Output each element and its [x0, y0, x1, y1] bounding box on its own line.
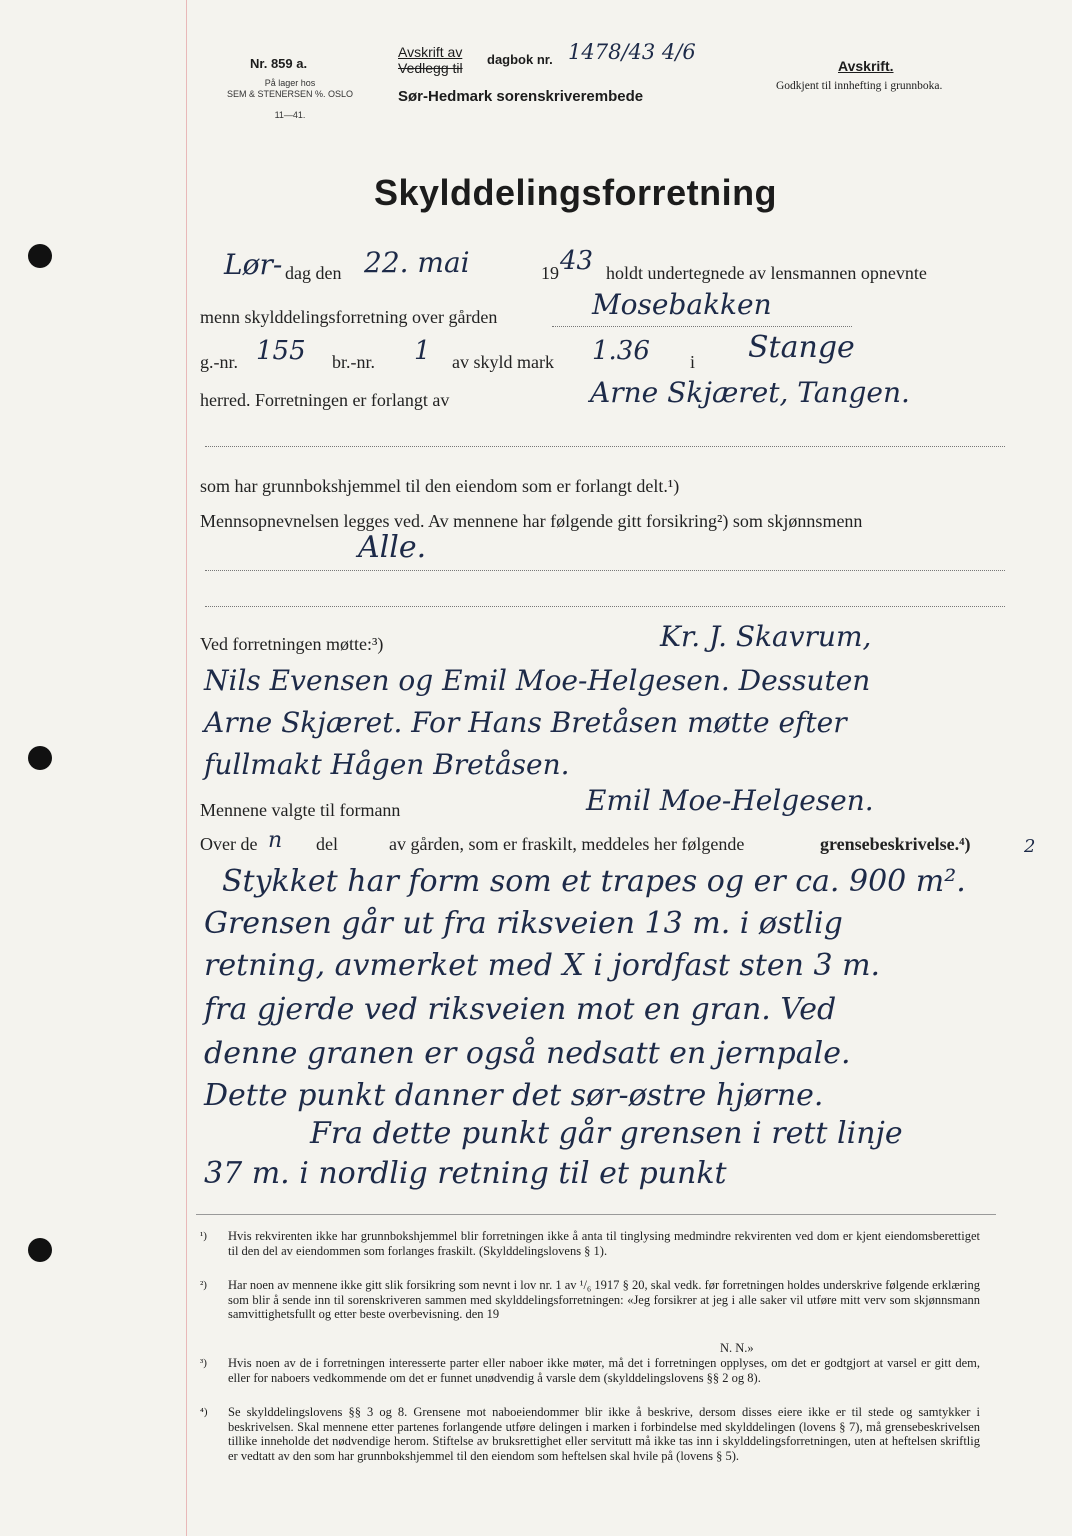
punch-hole-middle	[28, 746, 52, 770]
gnr-value: 155	[256, 336, 306, 366]
year-value: 43	[560, 246, 594, 276]
av-garden-text: av gården, som er fraskilt, meddeles her følgende	[389, 834, 745, 854]
menn-text: menn skylddelingsforretning over gården	[200, 307, 498, 327]
dag-den-label: dag den	[285, 263, 342, 283]
margin-rule	[186, 0, 187, 1536]
boundary-line-6: Dette punkt danner det sør-østre hjørne.	[204, 1078, 824, 1113]
right-title: Avskrift.	[838, 58, 894, 74]
i-label: i	[690, 352, 696, 372]
herred-text: herred. Forretningen er forlangt av	[200, 390, 450, 410]
boundary-line-3: retning, avmerket med X i jordfast sten 3 m.	[204, 948, 881, 983]
dagbok-label: dagbok nr.	[487, 52, 553, 67]
attended-line-1: Kr. J. Skavrum,	[660, 620, 872, 653]
attended-line-2: Nils Evensen og Emil Moe-Helgesen. Dessuten	[204, 664, 871, 697]
skyld-value: 1.36	[592, 336, 650, 366]
punch-hole-top	[28, 244, 52, 268]
copy-label-line-2: Vedlegg til	[398, 60, 463, 76]
date-value: 22. mai	[364, 246, 470, 279]
year-prefix: 19	[541, 263, 559, 283]
footnote-4-number: ⁴)	[200, 1406, 208, 1418]
formann-text: Mennene valgte til formann	[200, 800, 401, 820]
margin-note: 2	[1024, 836, 1036, 857]
page-title: Skylddelingsforretning	[374, 172, 778, 213]
holdt-text: holdt undertegnede av lensmannen opnevnte	[606, 263, 927, 283]
printer-info	[200, 78, 380, 121]
office-name: Sør-Hedmark sorenskriverembede	[398, 88, 644, 105]
alle-value: Alle.	[358, 530, 427, 565]
grense-label: grensebeskrivelse.⁴)	[820, 834, 971, 854]
herred-value: Stange	[748, 330, 855, 365]
attended-line-4: fullmakt Hågen Bretåsen.	[204, 748, 570, 781]
footnote-2-number: ²)	[200, 1279, 207, 1291]
farm-name: Mosebakken	[592, 288, 772, 321]
boundary-line-2: Grensen går ut fra riksveien 13 m. i østlig	[204, 906, 843, 941]
printer-line-2: SEM & STENERSEN %. OSLO	[226, 89, 354, 99]
requester-value: Arne Skjæret, Tangen.	[590, 376, 910, 409]
footnote-4: Se skylddelingslovens §§ 3 og 8. Grensene mot naboeiendommer blir ikke å beskrive, dersom disses eiere ikke er til stede og samtykker i beskrivelsen. Skal mennene etter partenes forlangende utføre delingen i marken i forbindelse med skylddelingen (lovens § 7), må grensebeskrivelsen tillike inneholde det nødvendige herom. Stiftelse av bruksrettighet eller servitutt må ikke tas inn i skylddelingsforretningen, uten at heftelsen skriftlig er vedtatt av den som har grunnbokshjemmel til den eiendom som heftelsen skal hvile på (lovens § 5).	[228, 1405, 980, 1463]
menns-text: Mennsopnevnelsen legges ved. Av mennene har følgende gitt forsikring²) som skjønnsmenn	[200, 511, 863, 531]
ved-text: Ved forretningen møtte:³)	[200, 634, 384, 654]
attended-line-3: Arne Skjæret. For Hans Bretåsen møtte efter	[204, 706, 847, 739]
boundary-line-4: fra gjerde ved riksveien mot en gran. Ved	[204, 992, 837, 1027]
footnote-1-number: ¹)	[200, 1230, 207, 1242]
form-number: Nr. 859 a.	[250, 56, 308, 71]
copy-label-line-1: Avskrift av	[398, 44, 463, 60]
footnote-2: Har noen av mennene ikke gitt slik forsikring som nevnt i lov nr. 1 av ¹/₆ 1917 § 20, skal vedk. før forretningen holdes underskrive følgende erklæring som blir å sende inn til sorenskriveren sammen med skylddelingsforretningen: «Jeg forsikrer at jeg i alle saker vil utføre mitt verv som skjønnsmann samvittighetsfullt og etter beste overbevisning. den 19	[228, 1278, 980, 1321]
footnote-3: Hvis noen av de i forretningen interesserte parter eller naboer ikke møter, må det i forretningen opplyses, om det er godtgjort at varsel er gitt dem, eller for naboers vedkommende om det er funnet unødvendig å varsle dem (skylddelingslovens §§ 2 og 8).	[228, 1356, 980, 1385]
gnr-label: g.-nr.	[200, 352, 238, 372]
boundary-line-7: Fra dette punkt går grensen i rett linje	[310, 1116, 903, 1151]
grunnbok-text: som har grunnbokshjemmel til den eiendom som er forlangt delt.¹)	[200, 476, 680, 496]
weekday: Lør-	[224, 248, 283, 281]
copy-label	[398, 44, 463, 76]
over-suffix: n	[268, 828, 283, 853]
del-word: del	[316, 834, 338, 854]
printer-line-1: På lager hos	[264, 78, 316, 88]
dagbok-number: 1478/43 4/6	[568, 40, 696, 64]
punch-hole-bottom	[28, 1238, 52, 1262]
right-subtitle: Godkjent til innhefting i grunnboka.	[776, 80, 943, 92]
footnote-2-signature: N. N.»	[720, 1341, 754, 1355]
footnote-divider	[196, 1214, 996, 1215]
boundary-line-8: 37 m. i nordlig retning til et punkt	[204, 1156, 727, 1191]
footnote-1: Hvis rekvirenten ikke har grunnbokshjemmel blir forretningen ikke å anta til tinglysing medmindre rekvirenten ved dom er kjent eiendomsberettiget til den del av eiendommen som forlanges fraskilt. (Skylddelingslovens § 1).	[228, 1229, 980, 1258]
formann-value: Emil Moe-Helgesen.	[586, 784, 874, 817]
printer-line-3: 11—41.	[274, 110, 306, 120]
boundary-line-5: denne granen er også nedsatt en jernpale.	[204, 1036, 851, 1071]
brnr-label: br.-nr.	[332, 352, 375, 372]
over-text: Over de	[200, 834, 258, 854]
brnr-value: 1	[414, 336, 431, 366]
skyld-label: av skyld mark	[452, 352, 554, 372]
footnote-3-number: ³)	[200, 1357, 207, 1369]
boundary-line-1: Stykket har form som et trapes og er ca. 900 m².	[222, 864, 966, 899]
